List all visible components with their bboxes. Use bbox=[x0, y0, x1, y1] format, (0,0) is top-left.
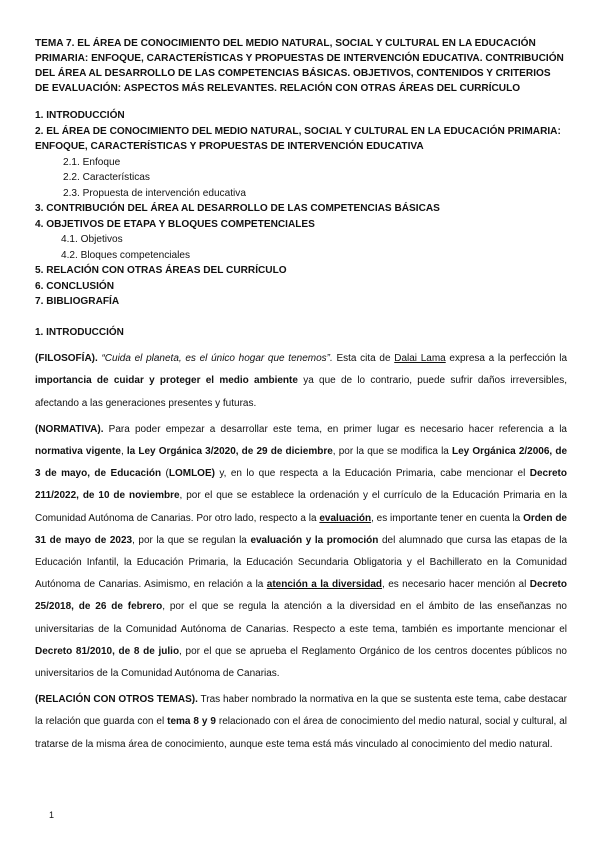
toc-item-4-1: 4.1. Objetivos bbox=[61, 234, 123, 245]
author-name: Dalai Lama bbox=[394, 353, 446, 365]
quote: “Cuida el planeta, es el único hogar que tenemos”. bbox=[101, 353, 333, 365]
toc-item-2-2: 2.2. Características bbox=[63, 172, 150, 183]
text: , por el que se aprueba el Reglamento Orgánico de los centros docentes públicos no universitarios de la Comunidad Autónoma de Canarias. bbox=[35, 645, 567, 680]
text: Para poder empezar a desarrollar este tema, en primer lugar es necesario hacer referencia a la bbox=[103, 423, 567, 435]
text: , por el que se regula la atención a la diversidad en el ámbito de las enseñanzas no universitarias de la Comunidad Autónoma de Canarias. Respecto a este tema, también es importante mencionar el bbox=[35, 601, 567, 635]
bold-text: normativa vigente bbox=[35, 446, 121, 458]
text: , por la que se modifica la bbox=[332, 446, 452, 458]
paragraph-filosofia bbox=[35, 348, 567, 415]
bold-text: tema 8 y 9 bbox=[167, 716, 216, 728]
bold-underlined-text: evaluación bbox=[319, 512, 372, 524]
text: , por el que se establece la ordenación y el currículo de la Educación Primaria en la Comunidad Autónoma de Canarias. Por otro lado, respecto a la bbox=[35, 490, 568, 524]
toc-item-4-2: 4.2. Bloques competenciales bbox=[61, 249, 191, 261]
text: ya que de lo contrario, puede sufrir daños irreversibles, afectando a las generaciones presentes y futuras. bbox=[35, 375, 567, 409]
paragraph-tag: (FILOSOFÍA). bbox=[35, 353, 98, 365]
bold-text: Decreto 211/2022, de 10 de noviembre bbox=[35, 468, 567, 502]
toc-item-5: 5. RELACIÓN CON OTRAS ÁREAS DEL CURRÍCULO bbox=[35, 265, 287, 276]
text: , es importante tener en cuenta la bbox=[371, 512, 524, 524]
text: y, en lo que respecta a la Educación Primaria, cabe mencionar el bbox=[214, 468, 530, 480]
text: Esta cita de bbox=[332, 353, 395, 365]
bold-text: la Ley Orgánica 3/2020, de 29 de diciembre bbox=[126, 446, 333, 458]
table-of-contents bbox=[35, 108, 567, 310]
bold-text: importancia de cuidar y proteger el medio ambiente bbox=[35, 375, 298, 387]
toc-item-4: 4. OBJETIVOS DE ETAPA Y BLOQUES COMPETENCIALES bbox=[35, 218, 315, 230]
toc-item-7: 7. BIBLIOGRAFÍA bbox=[35, 296, 120, 307]
toc-item-1: 1. INTRODUCCIÓN bbox=[35, 110, 125, 121]
toc-item-2-1: 2.1. Enfoque bbox=[63, 156, 121, 168]
text: relacionado con el área de conocimiento del medio natural, social y cultural, al tratarse de la misma área de conocimiento, aunque este tema está más vinculado al conocimiento del medio natural. bbox=[35, 716, 567, 750]
paragraph-relacion bbox=[35, 689, 567, 756]
toc-item-2: 2. EL ÁREA DE CONOCIMIENTO DEL MEDIO NATURAL, SOCIAL Y CULTURAL EN LA EDUCACIÓN PRIMARIA: ENFOQUE, CARACTERÍSTICAS Y PROPUESTAS DE INTERVENCIÓN EDUCATIVA bbox=[35, 125, 561, 152]
toc-item-2-3: 2.3. Propuesta de intervención educativa bbox=[63, 187, 246, 199]
section-heading: 1. INTRODUCCIÓN bbox=[35, 327, 124, 338]
paragraph-normativa bbox=[35, 419, 567, 685]
text: Tras haber nombrado la normativa en la que se sustenta este tema, cabe destacar la relación que guarda con el bbox=[35, 694, 568, 728]
bold-text: Decreto 81/2010, de 8 de julio bbox=[35, 645, 180, 657]
toc-item-6: 6. CONCLUSIÓN bbox=[35, 280, 115, 292]
document-title: TEMA 7. EL ÁREA DE CONOCIMIENTO DEL MEDIO NATURAL, SOCIAL Y CULTURAL EN LA EDUCACIÓN PRIMARIA: ENFOQUE, CARACTERÍSTICAS Y PROPUESTAS DE INTERVENCIÓN EDUCATIVA. CONTRIBUCIÓN DEL ÁREA AL DESARROLLO DE LAS COMPETENCIAS BÁSICAS. OBJETIVOS, CONTENIDOS Y CRITERIOS DE EVALUACIÓN: ASPECTOS MÁS RELEVANTES. RELACIÓN CON OTRAS ÁREAS DEL CURRÍCULO bbox=[35, 38, 564, 94]
paragraph-tag: (NORMATIVA). bbox=[35, 423, 104, 435]
bold-text: Ley Orgánica 2/2006, de 3 de mayo, de Educación bbox=[35, 446, 568, 480]
text: , bbox=[120, 446, 127, 458]
page-number: 1 bbox=[49, 810, 55, 820]
bold-text: LOMLOE) bbox=[168, 468, 215, 480]
bold-text: Orden de 31 de mayo de 2023 bbox=[35, 512, 567, 546]
document-body bbox=[35, 322, 567, 760]
bold-text: Decreto 25/2018, de 26 de febrero bbox=[35, 579, 567, 613]
text: , es necesario hacer mención al bbox=[382, 579, 530, 591]
toc-item-3: 3. CONTRIBUCIÓN DEL ÁREA AL DESARROLLO DE LAS COMPETENCIAS BÁSICAS bbox=[35, 203, 440, 214]
text: ( bbox=[161, 468, 169, 480]
bold-text: evaluación y la promoción bbox=[250, 534, 379, 546]
text: del alumnado que cursa las etapas de la Educación Infantil, la Educación Primaria, la Educación Secundaria Obligatoria y el Bachillerato en la Comunidad Autónoma de Canarias. Asimismo, en relación a la bbox=[35, 534, 568, 591]
bold-underlined-text: atención a la diversidad bbox=[266, 579, 383, 591]
text: , por la que se regulan la bbox=[132, 534, 251, 546]
text: expresa a la perfección la bbox=[445, 353, 568, 365]
paragraph-tag: (RELACIÓN CON OTROS TEMAS). bbox=[35, 694, 198, 706]
